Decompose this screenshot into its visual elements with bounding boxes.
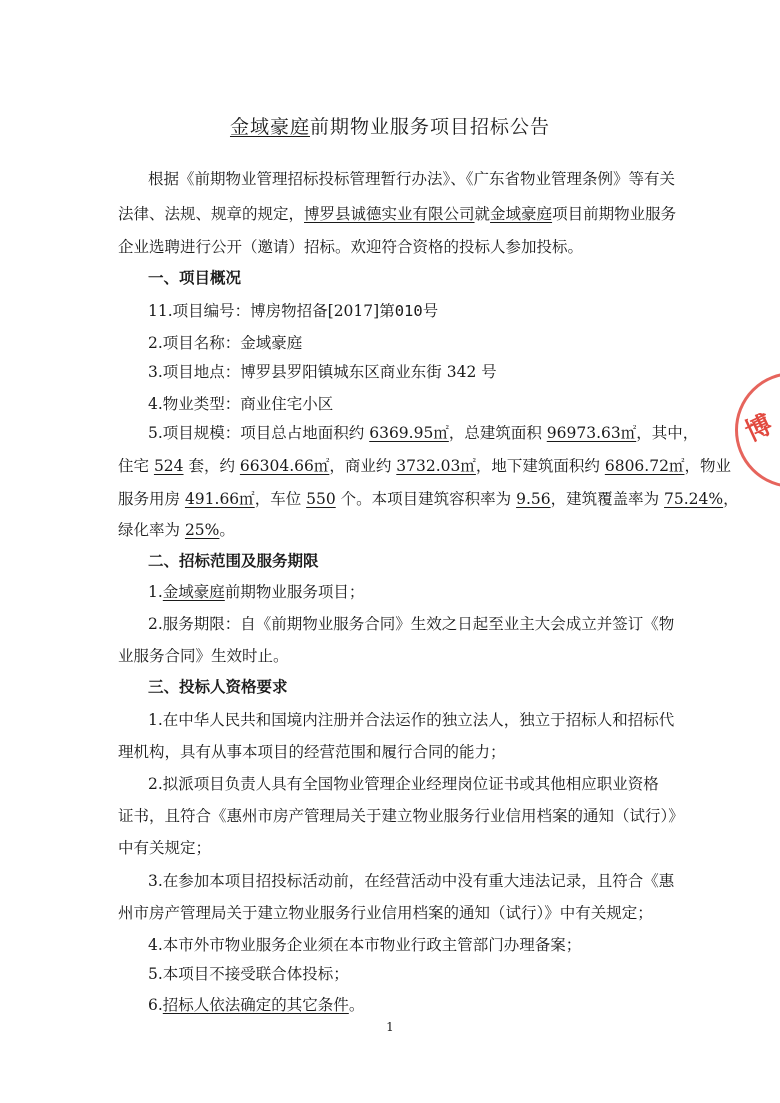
scale-text: ，建筑覆盖率为 (550, 490, 665, 508)
qualification-4: 4.本市外市物业服务企业须在本市物业行政主管部门办理备案； (148, 936, 582, 954)
qualification-2-line-3: 中有关规定； (118, 839, 212, 857)
qualification-5: 5.本项目不接受联合体投标； (148, 965, 349, 983)
seal-text: 博 (740, 409, 778, 448)
total-floor-area: 96973.63㎡ (546, 424, 637, 442)
scope-text: 前期物业服务项目； (224, 583, 365, 601)
qualification-1-line-1: 1.在中华人民共和国境内注册并合法运作的独立法人，独立于招标人和招标代 (148, 711, 675, 729)
land-area: 6369.95㎡ (369, 424, 449, 442)
scale-text: ，总建筑面积 (448, 424, 547, 442)
scope-project-name: 金域豪庭 (162, 583, 225, 601)
scale-text: 套，约 (183, 457, 240, 475)
section-1-heading: 一、项目概况 (148, 269, 242, 287)
project-scale-line-1 (148, 421, 698, 443)
project-number-end: 号 (422, 302, 439, 320)
parking-spaces: 550 (306, 490, 336, 508)
property-type: 4.物业类型：商业住宅小区 (148, 395, 334, 413)
project-scale-line-2 (118, 454, 731, 476)
plot-ratio: 9.56 (516, 490, 551, 508)
green-rate: 25% (184, 521, 220, 539)
intro-line-3: 企业选聘进行公开（邀请）招标。欢迎符合资格的投标人参加投标。 (118, 238, 584, 256)
project-name: 金域豪庭 (490, 205, 553, 223)
title-rest: 前期物业服务项目招标公告 (310, 116, 551, 138)
service-room-area: 491.66㎡ (184, 490, 255, 508)
qualification-6 (148, 993, 364, 1015)
scope-item-1 (148, 580, 364, 602)
section-3-heading: 三、投标人资格要求 (148, 678, 288, 696)
page-number: 1 (386, 1020, 394, 1034)
scale-text: 绿化率为 (118, 521, 185, 539)
page-title (0, 112, 780, 139)
scale-text: 住宅 (118, 457, 154, 475)
title-project-name: 金域豪庭 (229, 116, 310, 138)
project-scale-line-3 (118, 487, 739, 509)
qualification-6-number: 6. (148, 996, 163, 1014)
qualification-1-line-2: 理机构，具有从事本项目的经营范围和履行合同的能力； (118, 743, 506, 761)
project-number (148, 299, 438, 321)
underground-area: 6806.72㎡ (604, 457, 685, 475)
service-period-line-1: 2.服务期限：自《前期物业服务合同》生效之日起至业主大会成立并签订《物 (148, 615, 675, 633)
scale-text: ，其中， (636, 424, 699, 442)
section-2-heading: 二、招标范围及服务期限 (148, 552, 319, 570)
service-period-line-2: 业服务合同》生效时止。 (118, 647, 289, 665)
intro-line-1: 根据《前期物业管理招标投标管理暂行办法》、《广东省物业管理条例》等有关 (148, 170, 676, 188)
scale-text: ，地下建筑面积约 (475, 457, 605, 475)
project-name-line: 2.项目名称：金域豪庭 (148, 334, 303, 352)
commercial-area: 3732.03㎡ (396, 457, 476, 475)
residential-units: 524 (153, 457, 184, 475)
intro-text: 法律、法规、规章的规定， (118, 205, 305, 223)
qualification-2-line-1: 2.拟派项目负责人具有全国物业管理企业经理岗位证书或其他相应职业资格 (148, 775, 659, 793)
scale-text: ，商业约 (329, 457, 397, 475)
qualification-3-line-2: 州市房产管理局关于建立物业服务行业信用档案的通知（试行）》中有关规定； (118, 904, 653, 922)
scope-text: 1. (148, 583, 163, 601)
intro-text: 就 (474, 205, 491, 223)
scale-text: 个。本项目建筑容积率为 (335, 490, 517, 508)
scale-text: 5.项目规模：项目总占地面积约 (148, 424, 370, 442)
handwritten-number: 010 (394, 302, 423, 320)
qualification-3-line-1: 3.在参加本项目招投标活动前，在经营活动中没有重大违法记录，且符合《惠 (148, 872, 675, 890)
project-number-text: 11.项目编号：博房物招备[2017]第 (148, 302, 395, 320)
company-name: 博罗县诚德实业有限公司 (304, 205, 475, 223)
residential-area: 66304.66㎡ (239, 457, 330, 475)
qualification-6-text: 招标人依法确定的其它条件 (162, 996, 349, 1014)
building-coverage: 75.24% (664, 490, 724, 508)
qualification-2-line-2: 证书，且符合《惠州市房产管理局关于建立物业服务行业信用档案的通知（试行）》 (118, 807, 684, 825)
scale-text: ， (723, 490, 739, 508)
scale-text: ，物业 (684, 457, 731, 475)
project-location: 3.项目地点：博罗县罗阳镇城东区商业东街 342 号 (148, 363, 497, 381)
intro-line-2 (118, 202, 676, 224)
scale-text: ，车位 (254, 490, 307, 508)
qualification-6-end: 。 (348, 996, 365, 1014)
intro-text: 项目前期物业服务 (552, 205, 677, 223)
project-scale-line-4 (118, 518, 235, 540)
scale-text: 服务用房 (118, 490, 185, 508)
scale-text: 。 (219, 521, 235, 539)
